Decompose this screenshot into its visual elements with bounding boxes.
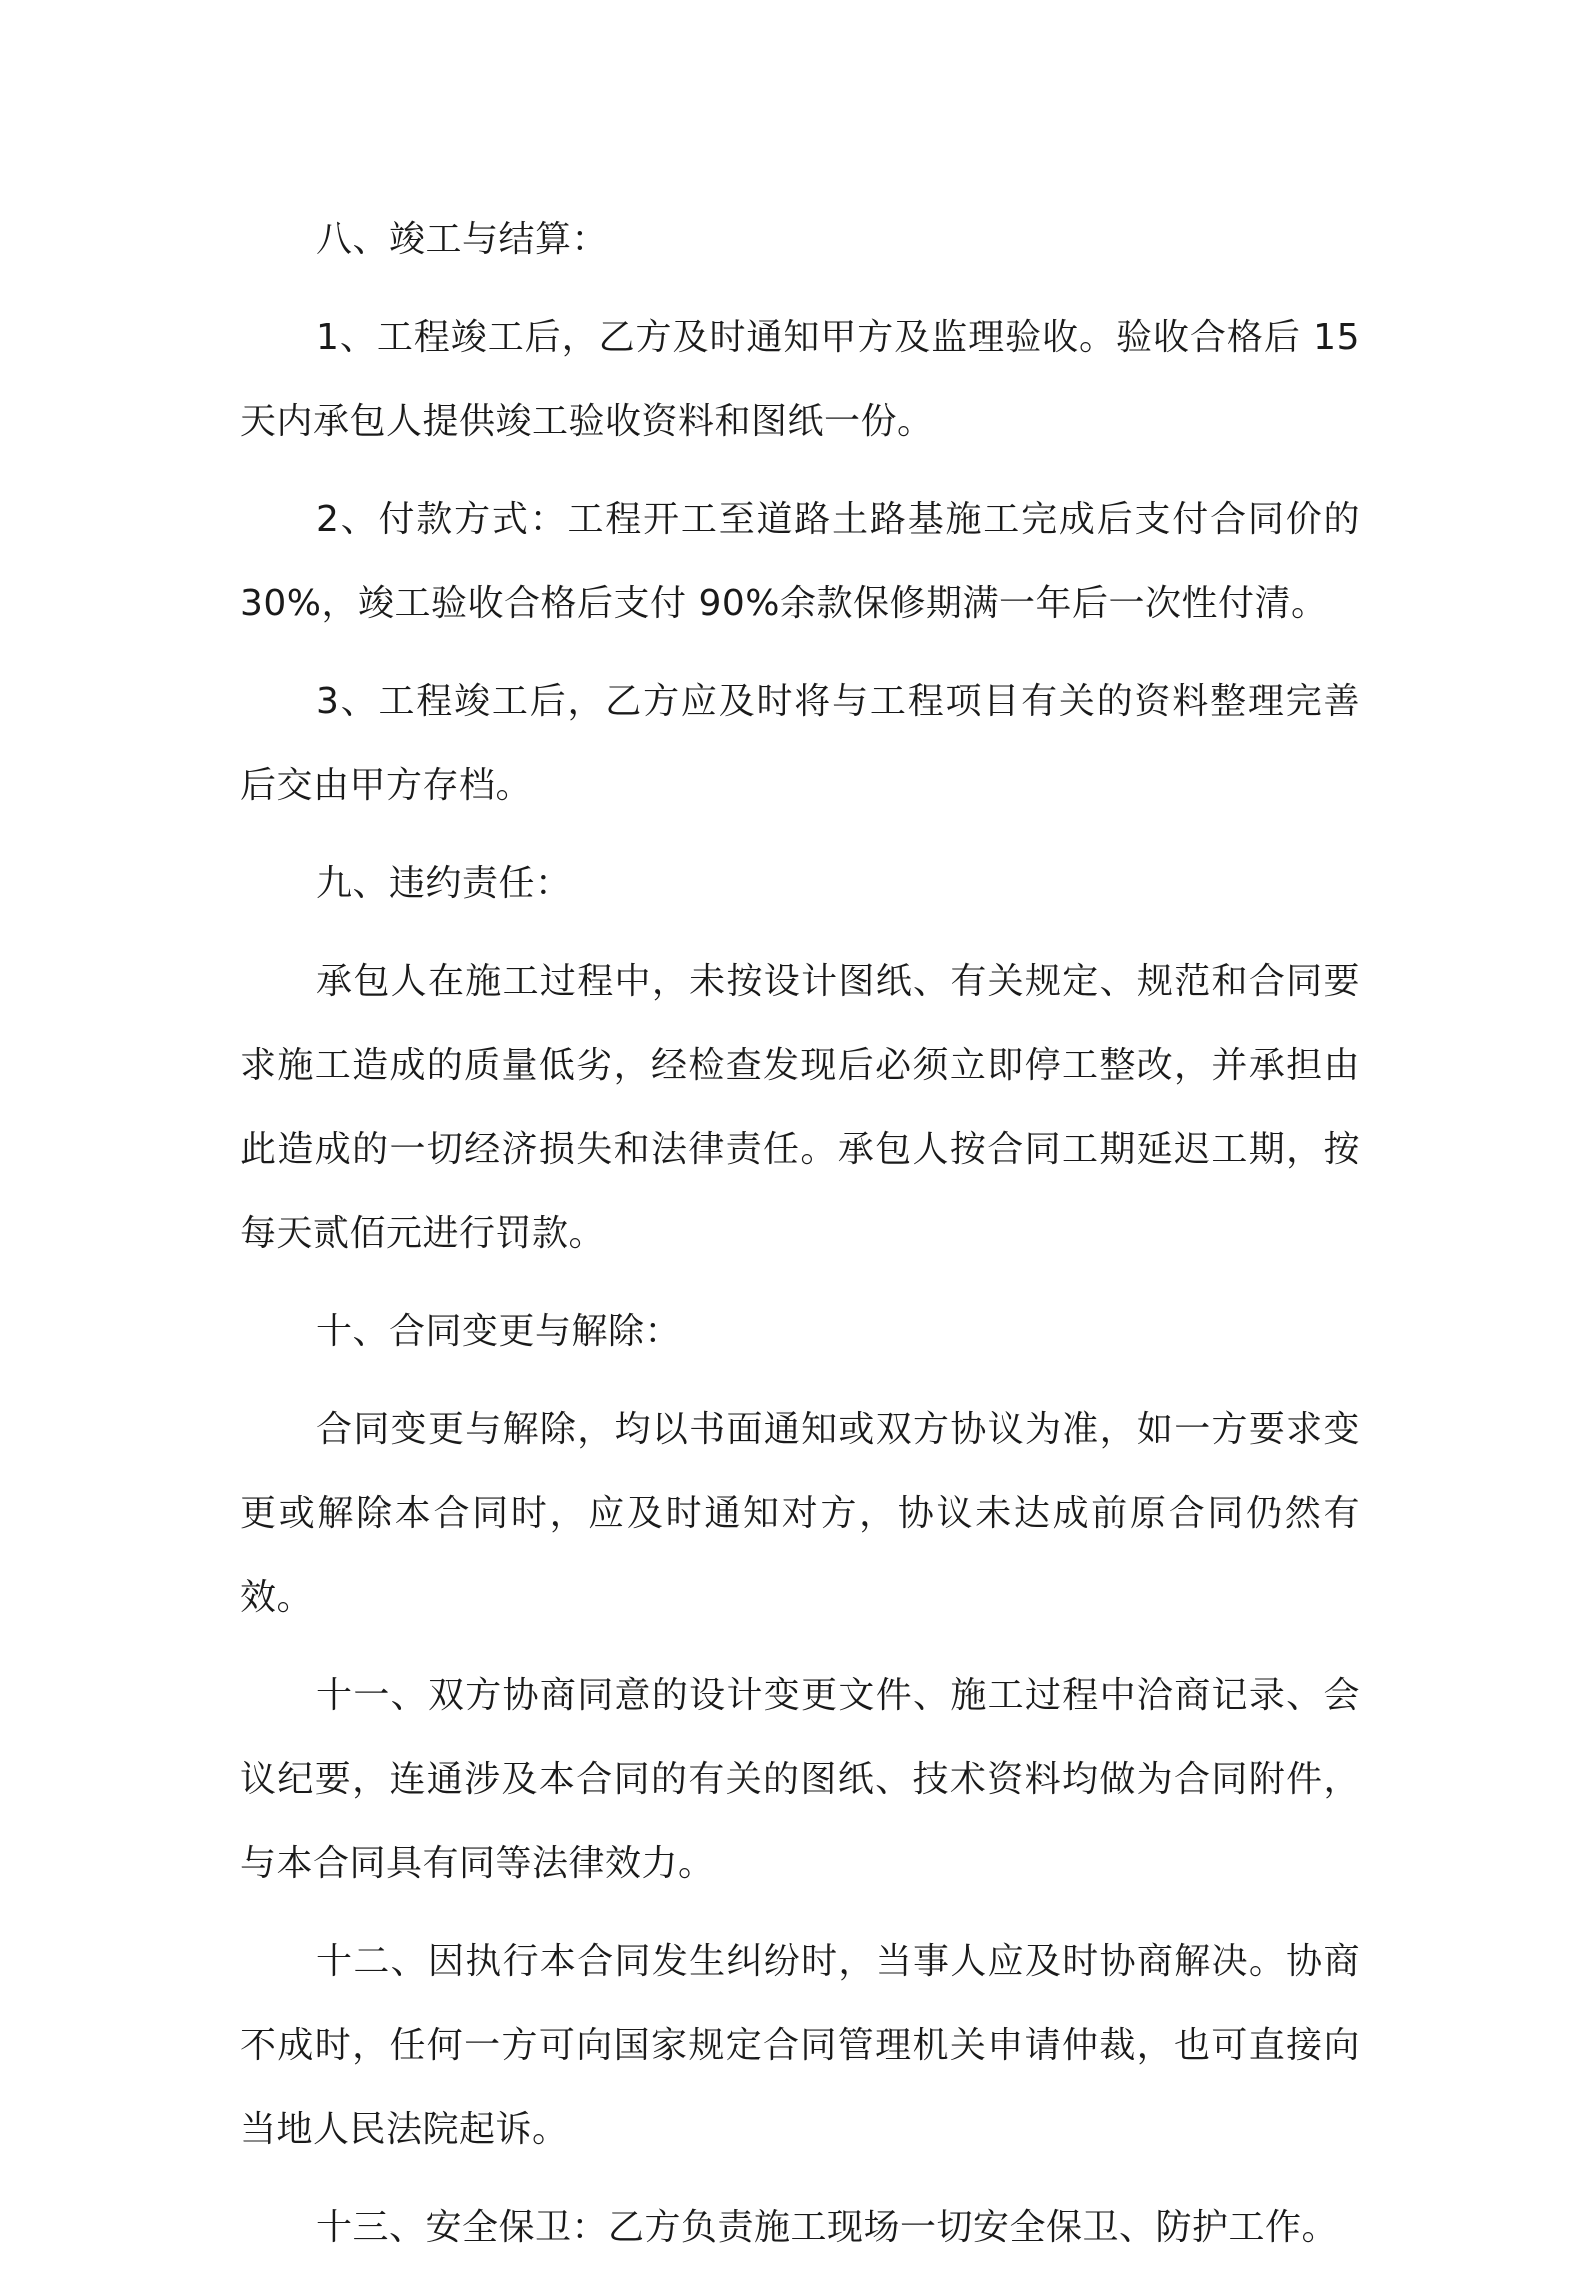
clause-eleven-attachments: 十一、双方协商同意的设计变更文件、施工过程中洽商记录、会议纪要，连通涉及本合同的有关的图纸、技术资料均做为合同附件，与本合同具有同等法律效力。	[240, 1675, 1360, 1884]
clause-contract-change: 合同变更与解除，均以书面通知或双方协议为准，如一方要求变更或解除本合同时，应及时通知对方，协议未达成前原合同仍然有效。	[240, 1409, 1360, 1618]
clause-twelve-disputes: 十二、因执行本合同发生纠纷时，当事人应及时协商解决。协商不成时，任何一方可向国家规定合同管理机关申请仲裁，也可直接向当地人民法院起诉。	[240, 1941, 1360, 2150]
clause-thirteen-safety: 十三、安全保卫：乙方负责施工现场一切安全保卫、防护工作。	[316, 2207, 1339, 2248]
clause-completion-acceptance: 1、工程竣工后，乙方及时通知甲方及监理验收。验收合格后 15 天内承包人提供竣工验收资料和图纸一份。	[240, 317, 1360, 442]
clause-breach-liability: 承包人在施工过程中，未按设计图纸、有关规定、规范和合同要求施工造成的质量低劣，经检查发现后必须立即停工整改，并承担由此造成的一切经济损失和法律责任。承包人按合同工期延迟工期，按每天贰佰元进行罚款。	[240, 961, 1360, 1254]
clause-archive-documents: 3、工程竣工后，乙方应及时将与工程项目有关的资料整理完善后交由甲方存档。	[240, 681, 1360, 806]
section-heading-breach-liability: 九、违约责任：	[316, 863, 572, 904]
clause-payment-method: 2、付款方式：工程开工至道路土路基施工完成后支付合同价的 30%，竣工验收合格后支付 90%余款保修期满一年后一次性付清。	[240, 499, 1360, 624]
document-page	[240, 198, 1360, 2284]
section-heading-contract-change: 十、合同变更与解除：	[316, 1311, 682, 1352]
section-heading-completion-settlement: 八、竣工与结算：	[316, 219, 609, 260]
